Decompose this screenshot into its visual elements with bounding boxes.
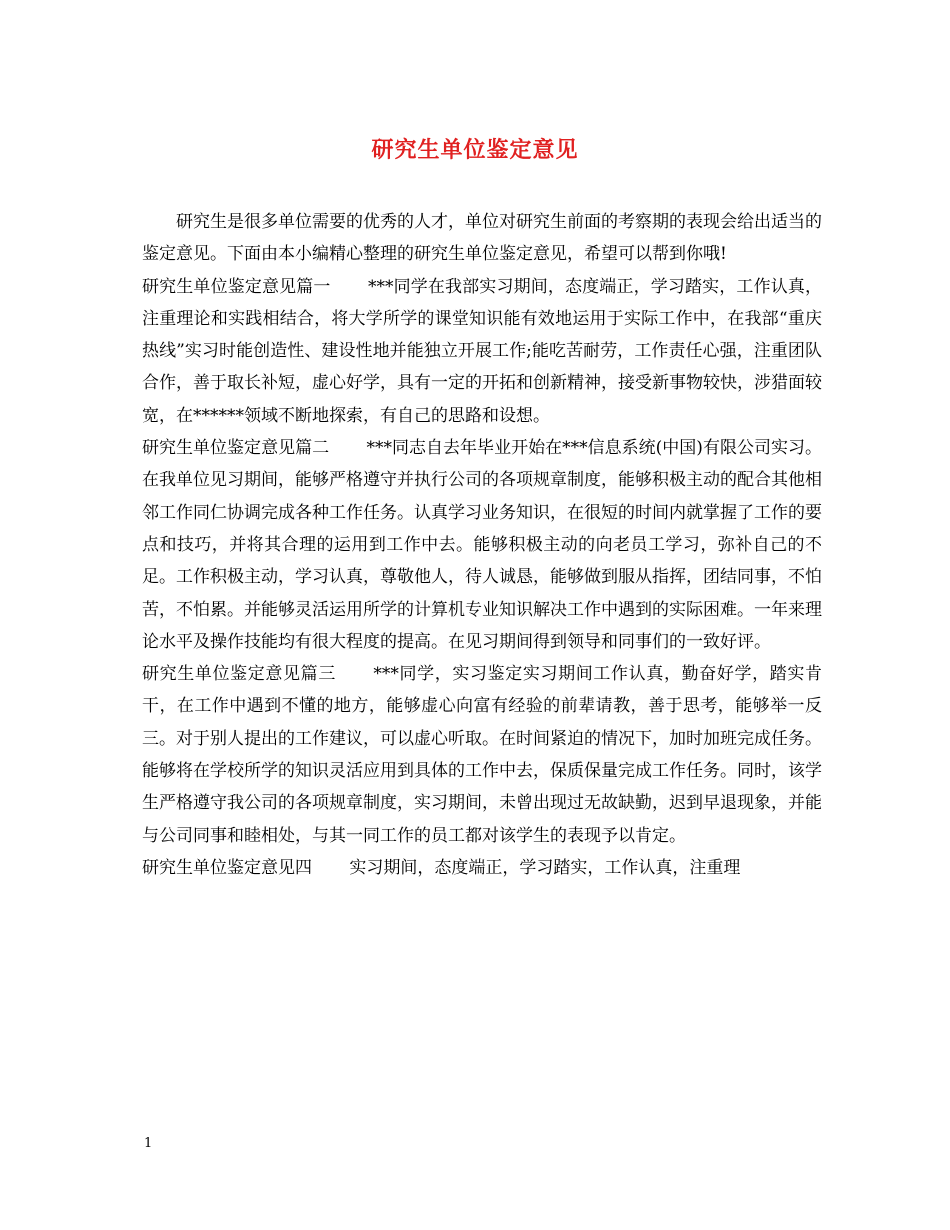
- document-title: 研究生单位鉴定意见: [371, 137, 579, 163]
- intro-paragraph: 研究生是很多单位需要的优秀的人才，单位对研究生前面的考察期的表现会给出适当的鉴定意见。下面由本小编精心整理的研究生单位鉴定意见，希望可以帮到你哦!: [142, 212, 822, 265]
- section-label: 研究生单位鉴定意见篇三: [142, 664, 336, 685]
- section-paragraph: [142, 432, 822, 658]
- section-paragraph: [142, 271, 822, 432]
- section-label: 研究生单位鉴定意见篇二: [142, 438, 330, 459]
- section-text: ***同志自去年毕业开始在***信息系统(中国)有限公司实习。在我单位见习期间，能够严格遵守并执行公司的各项规章制度，能够积极主动的配合其他相邻工作同仁协调完成各种工作任务。认真学习业务知识，在很短的时间内就掌握了工作的要点和技巧，并将其合理的运用到工作中去。能够积极主动的向老员工学习，弥补自己的不足。工作积极主动，学习认真，尊敬他人，待人诚恳，能够做到服从指挥，团结同事，不怕苦，不怕累。并能够灵活运用所学的计算机专业知识解决工作中遇到的实际困难。一年来理论水平及操作技能均有很大程度的提高。在见习期间得到领导和同事们的一致好评。: [142, 438, 823, 652]
- section-paragraph: [142, 658, 822, 852]
- section-text: ***同学，实习鉴定实习期间工作认真，勤奋好学，踏实肯干，在工作中遇到不懂的地方，能够虚心向富有经验的前辈请教，善于思考，能够举一反三。对于别人提出的工作建议，可以虚心听取。在时间紧迫的情况下，加时加班完成任务。能够将在学校所学的知识灵活应用到具体的工作中去，保质保量完成工作任务。同时，该学生严格遵守我公司的各项规章制度，实习期间，未曾出现过无故缺勤，迟到早退现象，并能与公司同事和睦相处，与其一同工作的员工都对该学生的表现予以肯定。: [142, 664, 823, 846]
- section-label: 研究生单位鉴定意见四: [142, 857, 312, 878]
- document-body: [142, 206, 822, 884]
- section-label: 研究生单位鉴定意见篇一: [142, 276, 331, 297]
- section-text: ***同学在我部实习期间，态度端正，学习踏实，工作认真，注重理论和实践相结合，将大学所学的课堂知识能有效地运用于实际工作中，在我部“重庆热线”实习时能创造性、建设性地并能独立开展工作;能吃苦耐劳，工作责任心强，注重团队合作，善于取长补短，虚心好学，具有一定的开拓和创新精神，接受新事物较快，涉猎面较宽，在******领域不断地探索，有自己的思路和设想。: [142, 276, 823, 426]
- section-paragraph: [142, 852, 822, 884]
- section-text: 实习期间，态度端正，学习踏实，工作认真，注重理: [349, 857, 741, 878]
- page-number: 1: [144, 1136, 153, 1151]
